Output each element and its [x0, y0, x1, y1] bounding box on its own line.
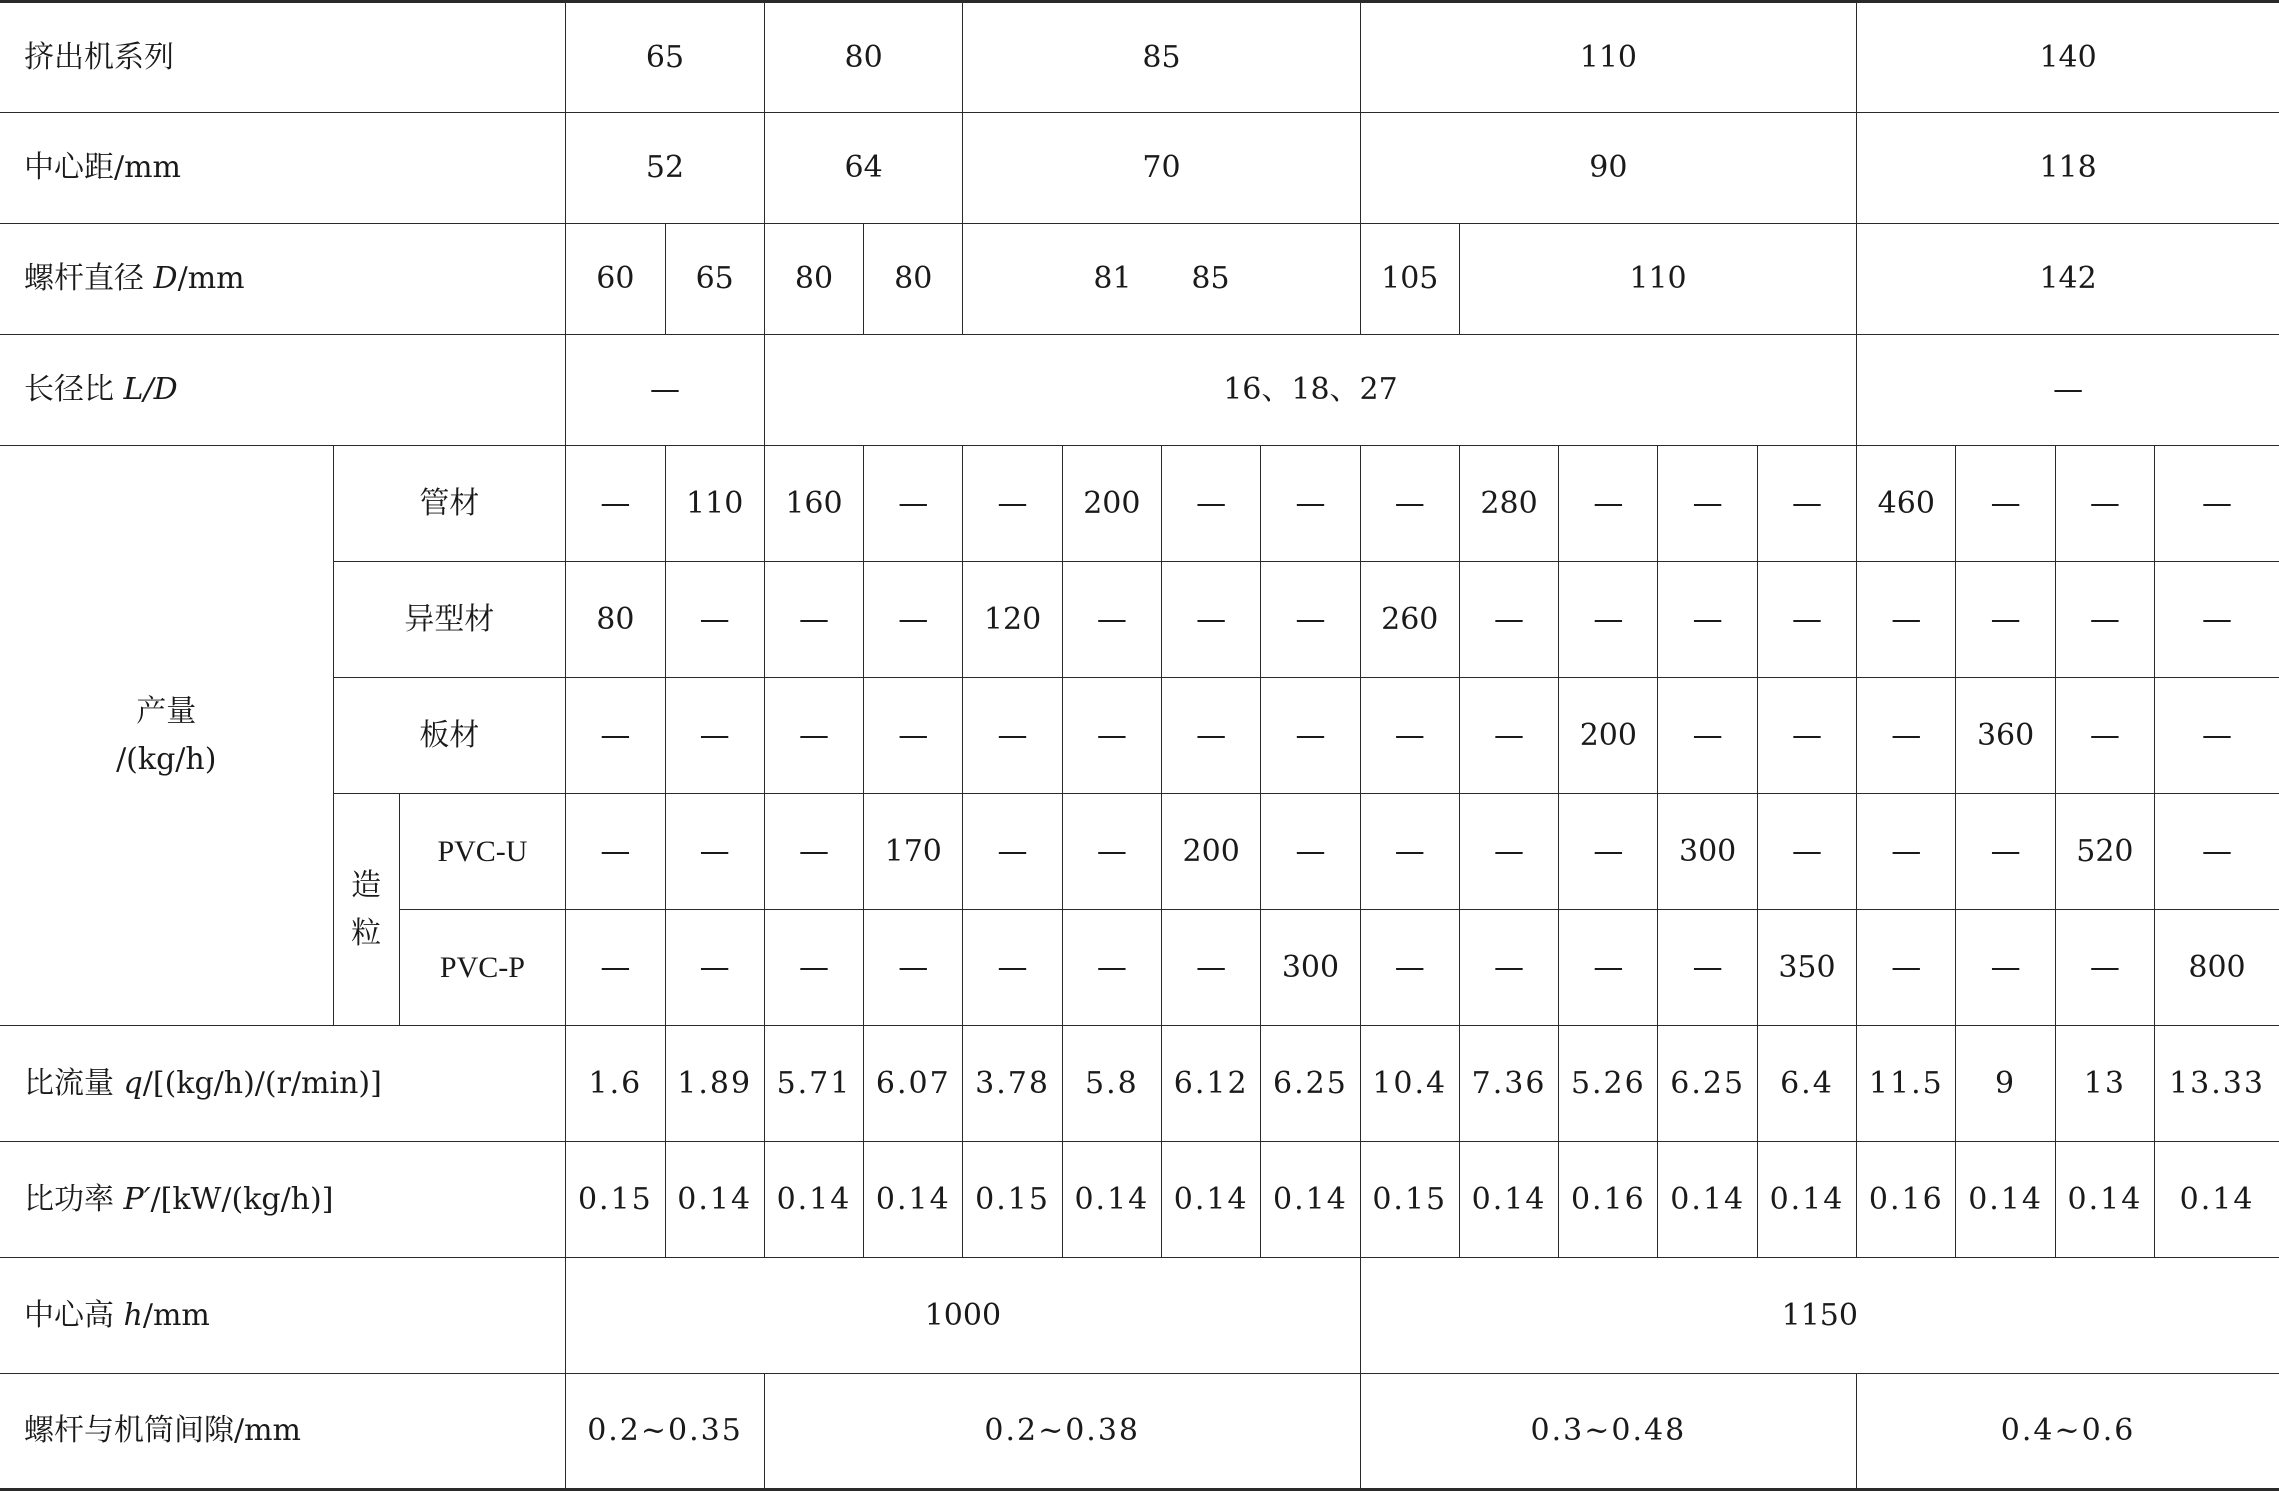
pvc-u-value: —	[764, 794, 863, 910]
profile-value: —	[1857, 562, 1956, 678]
pvc-u-value: —	[1360, 794, 1459, 910]
pvc-u-value: —	[1062, 794, 1161, 910]
center-distance-value: 90	[1360, 113, 1857, 224]
pipe-value: —	[1757, 446, 1856, 562]
pvc-p-value: 800	[2155, 910, 2279, 1026]
output-pvc-u-row	[0, 794, 2279, 910]
profile-value: 260	[1360, 562, 1459, 678]
sheet-value: —	[1062, 678, 1161, 794]
center-height-value: 1000	[566, 1258, 1360, 1374]
ld-ratio-label: 长径比 L/D	[0, 335, 566, 446]
clearance-value: 0.2~0.35	[566, 1374, 765, 1490]
pvc-p-value: —	[1360, 910, 1459, 1026]
specific-flow-value: 10.4	[1360, 1026, 1459, 1142]
specific-flow-value: 5.26	[1559, 1026, 1658, 1142]
screw-diameter-pair	[963, 224, 1360, 335]
screw-diameter-value: 105	[1360, 224, 1459, 335]
pvc-u-value: —	[963, 794, 1062, 910]
specific-power-label: 比功率 P′/[kW/(kg/h)]	[0, 1142, 566, 1258]
specific-flow-value: 6.25	[1658, 1026, 1757, 1142]
specific-flow-value: 6.4	[1757, 1026, 1856, 1142]
pvc-u-value: —	[665, 794, 764, 910]
sheet-value: —	[764, 678, 863, 794]
specific-flow-value: 11.5	[1857, 1026, 1956, 1142]
pvc-u-value: —	[1559, 794, 1658, 910]
specific-power-value: 0.14	[665, 1142, 764, 1258]
sheet-value: —	[864, 678, 963, 794]
pvc-u-label: PVC-U	[399, 794, 566, 910]
screw-diameter-value: 80	[764, 224, 863, 335]
profile-value: 120	[963, 562, 1062, 678]
pipe-label: 管材	[333, 446, 566, 562]
screw-diameter-value: 85	[1191, 261, 1230, 296]
pipe-value: —	[963, 446, 1062, 562]
pvc-u-value: 520	[2055, 794, 2154, 910]
pvc-p-value: —	[963, 910, 1062, 1026]
pvc-u-value: —	[1857, 794, 1956, 910]
sheet-label: 板材	[333, 678, 566, 794]
clearance-value: 0.2~0.38	[764, 1374, 1360, 1490]
screw-diameter-value: 142	[1857, 224, 2279, 335]
pvc-p-value: —	[2055, 910, 2154, 1026]
sheet-value: —	[1459, 678, 1558, 794]
profile-value: —	[2055, 562, 2154, 678]
specific-power-value: 0.14	[1162, 1142, 1261, 1258]
sheet-value: 200	[1559, 678, 1658, 794]
pvc-u-value: —	[1757, 794, 1856, 910]
pvc-p-value: —	[1559, 910, 1658, 1026]
center-height-label: 中心高 h/mm	[0, 1258, 566, 1374]
center-height-row	[0, 1258, 2279, 1374]
profile-label: 异型材	[333, 562, 566, 678]
pvc-p-value: —	[1956, 910, 2055, 1026]
pvc-u-value: 170	[864, 794, 963, 910]
specific-flow-value: 7.36	[1459, 1026, 1558, 1142]
series-value: 85	[963, 2, 1360, 113]
pvc-p-value: —	[665, 910, 764, 1026]
profile-value: —	[1658, 562, 1757, 678]
pvc-p-value: —	[1658, 910, 1757, 1026]
sheet-value: —	[1261, 678, 1360, 794]
output-pipe-row	[0, 446, 2279, 562]
pipe-value: —	[2055, 446, 2154, 562]
specific-power-value: 0.14	[1261, 1142, 1360, 1258]
series-value: 110	[1360, 2, 1857, 113]
specific-power-value: 0.14	[1459, 1142, 1558, 1258]
pvc-u-value: 300	[1658, 794, 1757, 910]
specific-power-value: 0.15	[963, 1142, 1062, 1258]
pvc-u-value: —	[1459, 794, 1558, 910]
specific-power-value: 0.14	[1062, 1142, 1161, 1258]
sheet-value: —	[2155, 678, 2279, 794]
pipe-value: —	[1956, 446, 2055, 562]
screw-diameter-row	[0, 224, 2279, 335]
specific-power-value: 0.15	[566, 1142, 665, 1258]
specific-power-row	[0, 1142, 2279, 1258]
profile-value: 80	[566, 562, 665, 678]
granulation-label: 造 粒	[333, 794, 399, 1026]
profile-value: —	[1261, 562, 1360, 678]
specific-flow-value: 5.8	[1062, 1026, 1161, 1142]
series-label: 挤出机系列	[0, 2, 566, 113]
pvc-p-value: 300	[1261, 910, 1360, 1026]
specific-power-value: 0.14	[864, 1142, 963, 1258]
profile-value: —	[1162, 562, 1261, 678]
screw-diameter-label: 螺杆直径 D/mm	[0, 224, 566, 335]
pipe-value: —	[1658, 446, 1757, 562]
center-height-value: 1150	[1360, 1258, 2279, 1374]
pvc-p-label: PVC-P	[399, 910, 566, 1026]
clearance-row	[0, 1374, 2279, 1490]
series-value: 65	[566, 2, 765, 113]
ld-ratio-row	[0, 335, 2279, 446]
screw-diameter-value: 65	[665, 224, 764, 335]
specific-flow-value: 3.78	[963, 1026, 1062, 1142]
profile-value: —	[1956, 562, 2055, 678]
pipe-value: 280	[1459, 446, 1558, 562]
series-row	[0, 2, 2279, 113]
pipe-value: —	[1559, 446, 1658, 562]
pvc-u-value: —	[1261, 794, 1360, 910]
screw-diameter-value: 81	[1093, 261, 1132, 296]
specific-power-value: 0.16	[1857, 1142, 1956, 1258]
pvc-u-value: —	[566, 794, 665, 910]
screw-diameter-value: 80	[864, 224, 963, 335]
specific-flow-value: 9	[1956, 1026, 2055, 1142]
pipe-value: —	[1360, 446, 1459, 562]
profile-value: —	[1062, 562, 1161, 678]
specific-power-value: 0.14	[2155, 1142, 2279, 1258]
sheet-value: —	[1757, 678, 1856, 794]
sheet-value: —	[1857, 678, 1956, 794]
sheet-value: 360	[1956, 678, 2055, 794]
center-distance-value: 64	[764, 113, 963, 224]
center-distance-label: 中心距/mm	[0, 113, 566, 224]
specific-power-value: 0.14	[1757, 1142, 1856, 1258]
profile-value: —	[764, 562, 863, 678]
pvc-u-value: —	[2155, 794, 2279, 910]
pipe-value: —	[864, 446, 963, 562]
pvc-p-value: —	[1459, 910, 1558, 1026]
series-value: 80	[764, 2, 963, 113]
specific-flow-value: 13.33	[2155, 1026, 2279, 1142]
center-distance-value: 118	[1857, 113, 2279, 224]
clearance-value: 0.3~0.48	[1360, 1374, 1857, 1490]
pvc-p-value: —	[1857, 910, 1956, 1026]
profile-value: —	[1559, 562, 1658, 678]
screw-diameter-value: 110	[1459, 224, 1856, 335]
profile-value: —	[1757, 562, 1856, 678]
pvc-u-value: 200	[1162, 794, 1261, 910]
output-profile-row	[0, 562, 2279, 678]
pipe-value: 460	[1857, 446, 1956, 562]
specific-flow-value: 13	[2055, 1026, 2154, 1142]
ld-ratio-value: 16、18、27	[764, 335, 1856, 446]
pvc-p-value: —	[764, 910, 863, 1026]
specific-flow-value: 1.6	[566, 1026, 665, 1142]
pipe-value: —	[1162, 446, 1261, 562]
specific-power-value: 0.14	[1658, 1142, 1757, 1258]
pipe-value: 110	[665, 446, 764, 562]
specific-power-value: 0.15	[1360, 1142, 1459, 1258]
series-value: 140	[1857, 2, 2279, 113]
specific-flow-row	[0, 1026, 2279, 1142]
output-label: 产量 /(kg/h)	[0, 446, 333, 1026]
profile-value: —	[665, 562, 764, 678]
specific-flow-value: 6.07	[864, 1026, 963, 1142]
pipe-value: 160	[764, 446, 863, 562]
center-distance-row	[0, 113, 2279, 224]
output-sheet-row	[0, 678, 2279, 794]
pipe-value: —	[566, 446, 665, 562]
pvc-p-value: —	[1062, 910, 1161, 1026]
pipe-value: 200	[1062, 446, 1161, 562]
profile-value: —	[2155, 562, 2279, 678]
pvc-p-value: 350	[1757, 910, 1856, 1026]
ld-ratio-value: —	[1857, 335, 2279, 446]
specific-flow-label: 比流量 q/[(kg/h)/(r/min)]	[0, 1026, 566, 1142]
pipe-value: —	[2155, 446, 2279, 562]
clearance-label: 螺杆与机筒间隙/mm	[0, 1374, 566, 1490]
pvc-u-value: —	[1956, 794, 2055, 910]
ld-ratio-value: —	[566, 335, 765, 446]
specific-power-value: 0.14	[1956, 1142, 2055, 1258]
specific-power-value: 0.14	[2055, 1142, 2154, 1258]
pvc-p-value: —	[566, 910, 665, 1026]
clearance-value: 0.4~0.6	[1857, 1374, 2279, 1490]
pipe-value: —	[1261, 446, 1360, 562]
sheet-value: —	[1658, 678, 1757, 794]
center-distance-value: 70	[963, 113, 1360, 224]
profile-value: —	[1459, 562, 1558, 678]
specific-power-value: 0.16	[1559, 1142, 1658, 1258]
specific-power-value: 0.14	[764, 1142, 863, 1258]
sheet-value: —	[1360, 678, 1459, 794]
pvc-p-value: —	[1162, 910, 1261, 1026]
profile-value: —	[864, 562, 963, 678]
pvc-p-value: —	[864, 910, 963, 1026]
specific-flow-value: 6.12	[1162, 1026, 1261, 1142]
sheet-value: —	[566, 678, 665, 794]
sheet-value: —	[1162, 678, 1261, 794]
specific-flow-value: 1.89	[665, 1026, 764, 1142]
sheet-value: —	[963, 678, 1062, 794]
specific-flow-value: 6.25	[1261, 1026, 1360, 1142]
specific-flow-value: 5.71	[764, 1026, 863, 1142]
sheet-value: —	[665, 678, 764, 794]
sheet-value: —	[2055, 678, 2154, 794]
center-distance-value: 52	[566, 113, 765, 224]
screw-diameter-value: 60	[566, 224, 665, 335]
